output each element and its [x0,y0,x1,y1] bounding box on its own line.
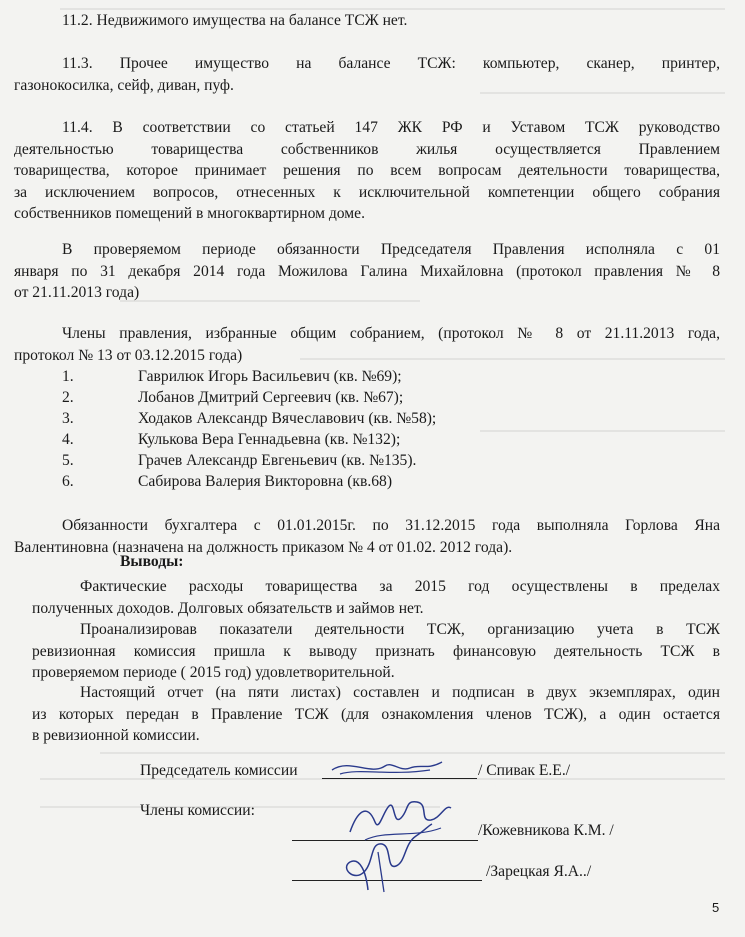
member2-signature-icon [320,822,440,897]
member-name: Лобанов Дмитрий Сергеевич (кв. №67); [138,389,404,406]
paragraph-board-intro [14,323,720,366]
text-line: 11.3. Прочее имущество на балансе ТСЖ: компьютер, сканер, принтер, [62,55,720,72]
text-line: от 21.11.2013 года) [14,284,140,301]
list-number: 5. [62,452,74,469]
paragraph-conclusion-2 [32,619,720,684]
text-line: деятельностью товарищества собственников жилья осуществляется Правлением [14,140,720,158]
text-line: Члены правления, избранные общим собранием, (протокол № 8 от 21.11.2013 года, [62,325,720,342]
text-line: собственников помещений в многоквартирном доме. [14,205,365,222]
text-line: 11.4. В соответствии со статьей 147 ЖК РФ и Уставом ТСЖ руководство [62,119,720,136]
chair-name: / Спивак Е.Е./ [478,762,571,779]
members-signature-label: Члены комиссии: [140,802,255,819]
text-line: в ревизионной комиссии. [32,727,200,744]
member-name: Гаврилюк Игорь Васильевич (кв. №69); [138,368,402,385]
chair-signature-label: Председатель комиссии [140,762,298,779]
member-name: Кулькова Вера Геннадьевна (кв. №132); [138,431,401,448]
text-line: Фактические расходы товарищества за 2015 год осуществлены в пределах [80,578,720,595]
paragraph-conclusion-1 [32,576,720,619]
chair-signature-icon [330,756,450,780]
text-line: Обязанности бухгалтера с 01.01.2015г. по 31.12.2015 года выполняла Горлова Яна [62,517,720,534]
text-line: полученных доходов. Долговых обязательств и займов нет. [32,599,424,617]
paragraph-11-3 [14,53,720,96]
member2-name: /Зарецкая Я.А../ [486,863,592,880]
text-line: за исключением вопросов, отнесенных к исключительной компетенции общего собрания [14,183,720,201]
list-number: 6. [62,473,74,490]
text-line: Валентиновна (назначена на должность приказом № 4 от 01.02. 2012 года). [14,538,513,556]
text-line: В проверяемом периоде обязанности Председателя Правления исполняла с 01 [62,241,720,258]
text-line: из которых передан в Правление ТСЖ (для ознакомления членов ТСЖ), а один остается [32,705,720,723]
list-number: 3. [62,410,74,427]
member-name: Сабирова Валерия Викторовна (кв.68) [138,473,393,490]
text-line: января по 31 декабря 2014 года Можилова Галина Михайловна (протокол правления № 8 [14,262,720,280]
page-number: 5 [712,900,720,915]
text-line: газонокосилка, сейф, диван, пуф. [14,76,234,94]
list-number: 1. [62,368,74,385]
paragraph-conclusion-3 [32,682,720,747]
text-line: Проанализировав показатели деятельности ТСЖ, организацию учета в ТСЖ [80,621,720,638]
paragraph-chairman [14,239,720,304]
list-number: 2. [62,389,74,406]
member-name: Ходаков Александр Вячеславович (кв. №58); [138,410,437,427]
paragraph-11-4 [14,117,720,225]
conclusions-heading: Выводы: [120,553,184,570]
member-name: Грачев Александр Евгеньевич (кв. №135). [138,452,417,469]
paragraph-accountant [14,515,720,558]
text-line: протокол № 13 от 03.12.2015 года) [14,346,243,364]
paragraph-11-2: 11.2. Недвижимого имущества на балансе ТСЖ нет. [62,12,408,29]
text-line: Настоящий отчет (на пяти листах) составлен и подписан в двух экземплярах, один [80,684,720,701]
text-line: проверяемом периоде ( 2015 год) удовлетворительной. [32,664,395,681]
list-number: 4. [62,431,74,448]
text-line: товарищества, которое принимает решения по всем вопросам деятельности товарищества, [14,162,720,179]
text-line: ревизионная комиссия пришла к выводу признать финансовую деятельность ТСЖ в [32,642,720,660]
member1-name: /Кожевникова К.М. / [478,822,614,839]
